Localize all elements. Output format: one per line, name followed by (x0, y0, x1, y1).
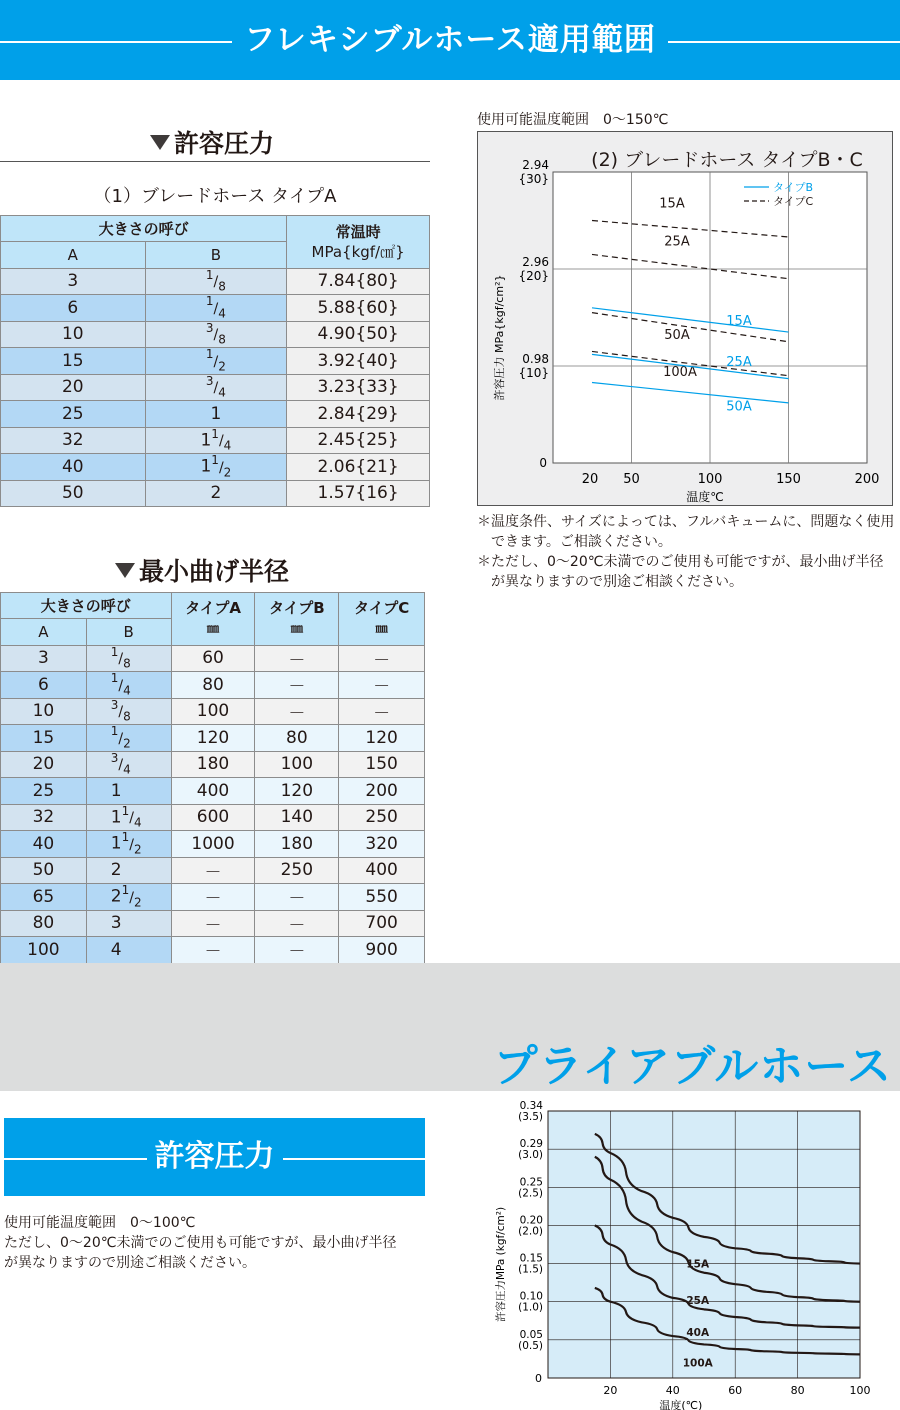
table-row (1, 401, 430, 428)
size-a-cell: 25 (1, 778, 87, 805)
note-line: が異なりますので別途ご相談ください。 (477, 574, 743, 590)
type-a-cell: 180 (171, 751, 255, 778)
series-label: 25A (726, 354, 752, 370)
table-row (1, 751, 425, 778)
type-a-cell: 100 (171, 698, 255, 725)
size-a-cell: 10 (1, 321, 146, 348)
pressure-cell: 1.57{16} (287, 480, 430, 507)
y-tick-label: 0.34 (519, 1100, 543, 1112)
series-label: 15A (686, 1258, 710, 1271)
note-line: ＊温度条件、サイズによっては、フルバキュームに、問題なく使用 (477, 514, 895, 530)
type-c-cell: 120 (339, 725, 425, 752)
size-b-cell: $1^1/_4$ (145, 427, 287, 454)
table-row (1, 725, 425, 752)
size-b-cell: $^1/_4$ (145, 295, 287, 322)
type-a-cell: 60 (171, 645, 255, 672)
pressure-cell: 2.84{29} (287, 401, 430, 428)
type-b-cell: 120 (255, 778, 339, 805)
pressure-cell: 3.92{40} (287, 348, 430, 375)
type-b-cell: － (255, 937, 339, 964)
series-label: 100A (682, 1357, 713, 1370)
col-header-a: A (1, 619, 87, 646)
legend-label-c: タイプC (773, 195, 814, 208)
series-label: 100A (663, 364, 697, 380)
table-row (1, 804, 425, 831)
y-tick-label: {30} (518, 172, 549, 186)
type-c-cell: 320 (339, 831, 425, 858)
type-b-cell: 250 (255, 857, 339, 884)
y-tick-label: (2.5) (518, 1187, 543, 1200)
col-header-size: 大きさの呼び (1, 216, 287, 242)
size-b-cell: $^1/_2$ (145, 348, 287, 375)
x-tick-label: 100 (849, 1384, 871, 1397)
y-tick-label: 0.29 (519, 1138, 543, 1151)
header-band (0, 0, 900, 80)
col-header-b: B (86, 619, 171, 646)
size-a-cell: 40 (1, 454, 146, 481)
type-b-cell: － (255, 672, 339, 699)
size-b-cell: 3 (86, 910, 171, 937)
pressure-cell: 7.84{80} (287, 268, 430, 295)
col-header-type-b: タイプB ㎜ (255, 593, 339, 646)
table-row (1, 884, 425, 911)
col-header-pressure: 常温時 MPa{kgf/㎠} (287, 216, 430, 269)
y-axis-label: 許容圧力MPa (kgf/cm²) (495, 1206, 507, 1323)
bend-radius-table (0, 592, 425, 964)
pressure-table (0, 215, 430, 507)
series-label: 50A (664, 328, 690, 344)
type-a-cell: 1000 (171, 831, 255, 858)
size-a-cell: 6 (1, 672, 87, 699)
x-tick-label: 100 (697, 472, 723, 487)
size-b-cell: $2^1/_2$ (86, 884, 171, 911)
plyable-text-line: ただし、0～20℃未満でのご使用も可能ですが、最小曲げ半径 (4, 1235, 397, 1251)
size-b-cell: $^3/_8$ (145, 321, 287, 348)
table-a-title: （1）ブレードホース タイプA (93, 186, 337, 207)
page-title: フレキシブルホース適用範囲 (0, 0, 900, 80)
triangle-icon (150, 135, 170, 150)
size-a-cell: 32 (1, 427, 146, 454)
size-a-cell: 10 (1, 698, 87, 725)
plyable-text-line: 使用可能温度範囲 0～100℃ (4, 1215, 196, 1231)
type-c-cell: 550 (339, 884, 425, 911)
braided-hose-chart (477, 131, 893, 506)
table-row (1, 672, 425, 699)
y-tick-label: 0.10 (519, 1290, 543, 1303)
y-tick-label: 2.94 (522, 158, 549, 172)
pressure-cell: 5.88{60} (287, 295, 430, 322)
size-b-cell: $1^1/_2$ (145, 454, 287, 481)
y-tick-label: 0.05 (519, 1328, 543, 1341)
note-line: できます。ご相談ください。 (477, 534, 672, 550)
size-a-cell: 20 (1, 374, 146, 401)
type-c-cell: 250 (339, 804, 425, 831)
plyable-title: プライアブルホース (493, 1041, 892, 1092)
size-b-cell: 1 (86, 778, 171, 805)
section-rule (0, 161, 430, 162)
type-c-cell: 150 (339, 751, 425, 778)
y-tick-label: 0.98 (522, 352, 549, 366)
size-b-cell: $^1/_8$ (145, 268, 287, 295)
type-b-cell: 180 (255, 831, 339, 858)
col-header-size: 大きさの呼び (1, 593, 172, 619)
y-tick-label: {10} (518, 366, 549, 380)
y-tick-label: 2.96 (522, 255, 549, 269)
table-row (1, 937, 425, 964)
table-row (1, 427, 430, 454)
table-row (1, 480, 430, 507)
pressure-cell: 2.45{25} (287, 427, 430, 454)
table-row (1, 831, 425, 858)
size-a-cell: 15 (1, 725, 87, 752)
size-b-cell: 4 (86, 937, 171, 964)
pressure-section-title: 許容圧力 (150, 124, 274, 160)
series-label: 25A (686, 1295, 710, 1308)
size-a-cell: 3 (1, 268, 146, 295)
series-label: 15A (726, 314, 752, 330)
type-b-cell: 140 (255, 804, 339, 831)
x-tick-label: 20 (581, 472, 599, 487)
y-tick-label: 0.20 (519, 1214, 543, 1227)
y-tick-label: 0 (535, 1372, 542, 1385)
type-b-cell: － (255, 910, 339, 937)
y-tick-label: (0.5) (518, 1339, 543, 1352)
y-tick-label: (2.0) (518, 1225, 543, 1238)
x-tick-label: 150 (776, 472, 801, 487)
size-b-cell: $^1/_4$ (86, 672, 171, 699)
size-a-cell: 100 (1, 937, 87, 964)
triangle-icon (115, 563, 135, 578)
legend-label-b: タイプB (773, 181, 813, 194)
type-c-cell: 900 (339, 937, 425, 964)
y-tick-label: (1.0) (518, 1301, 543, 1314)
plyable-text (4, 1213, 434, 1273)
table-row (1, 778, 425, 805)
table-row (1, 645, 425, 672)
type-b-cell: － (255, 645, 339, 672)
type-b-cell: 100 (255, 751, 339, 778)
size-b-cell: 1 (145, 401, 287, 428)
y-tick-label: (3.5) (518, 1111, 543, 1123)
table-row (1, 857, 425, 884)
col-header-a: A (1, 242, 146, 269)
x-tick-label: 40 (665, 1384, 680, 1397)
size-b-cell: 2 (86, 857, 171, 884)
size-a-cell: 3 (1, 645, 87, 672)
type-a-cell: － (171, 857, 255, 884)
type-a-cell: － (171, 937, 255, 964)
plyable-hose-chart (490, 1100, 895, 1410)
x-tick-label: 50 (623, 472, 640, 487)
col-header-type-a: タイプA ㎜ (171, 593, 255, 646)
chart-title: (2) ブレードホース タイプB・C (591, 149, 863, 171)
series-label: 15A (659, 196, 685, 212)
table-row (1, 268, 430, 295)
plyable-pressure-box (4, 1118, 425, 1196)
pressure-cell: 3.23{33} (287, 374, 430, 401)
size-a-cell: 40 (1, 831, 87, 858)
x-axis-label: 温度(℃) (659, 1399, 703, 1410)
series-label: 25A (664, 234, 690, 250)
type-c-cell: 400 (339, 857, 425, 884)
temp-range-caption: 使用可能温度範囲 0～150℃ (477, 112, 669, 128)
plyable-text-line: が異なりますので別途ご相談ください。 (4, 1255, 256, 1271)
type-a-cell: 120 (171, 725, 255, 752)
type-c-cell: 200 (339, 778, 425, 805)
series-label: 50A (726, 399, 752, 415)
table-row (1, 295, 430, 322)
type-a-cell: 80 (171, 672, 255, 699)
type-a-cell: 600 (171, 804, 255, 831)
type-a-cell: － (171, 910, 255, 937)
col-header-type-c: タイプC ㎜ (339, 593, 425, 646)
type-c-cell: 700 (339, 910, 425, 937)
size-a-cell: 32 (1, 804, 87, 831)
table-row (1, 698, 425, 725)
x-axis-label: 温度℃ (686, 490, 724, 504)
size-a-cell: 65 (1, 884, 87, 911)
type-b-cell: 80 (255, 725, 339, 752)
pressure-cell: 2.06{21} (287, 454, 430, 481)
size-b-cell: $^1/_2$ (86, 725, 171, 752)
size-b-cell: $1^1/_2$ (86, 831, 171, 858)
y-tick-label: {20} (518, 269, 549, 283)
type-a-cell: － (171, 884, 255, 911)
size-a-cell: 50 (1, 480, 146, 507)
size-a-cell: 50 (1, 857, 87, 884)
y-tick-label: 0 (539, 456, 547, 470)
x-tick-label: 60 (728, 1384, 743, 1397)
size-b-cell: $^1/_8$ (86, 645, 171, 672)
size-a-cell: 6 (1, 295, 146, 322)
size-a-cell: 80 (1, 910, 87, 937)
note-line: ＊ただし、0～20℃未満でのご使用も可能ですが、最小曲げ半径 (477, 554, 884, 570)
type-b-cell: － (255, 884, 339, 911)
series-label: 40A (686, 1327, 710, 1340)
size-b-cell: $^3/_8$ (86, 698, 171, 725)
x-tick-label: 80 (790, 1384, 805, 1397)
pressure-cell: 4.90{50} (287, 321, 430, 348)
table-row (1, 348, 430, 375)
x-tick-label: 200 (854, 472, 880, 487)
size-a-cell: 20 (1, 751, 87, 778)
table-row (1, 321, 430, 348)
type-c-cell: － (339, 672, 425, 699)
y-tick-label: (3.0) (518, 1149, 543, 1162)
table-row (1, 454, 430, 481)
type-c-cell: － (339, 698, 425, 725)
y-tick-label: 0.25 (519, 1176, 543, 1189)
size-b-cell: $1^1/_4$ (86, 804, 171, 831)
bend-section-title: 最小曲げ半径 (115, 552, 289, 588)
size-b-cell: 2 (145, 480, 287, 507)
y-tick-label: (1.5) (518, 1263, 543, 1276)
type-c-cell: － (339, 645, 425, 672)
chart-notes (477, 512, 897, 592)
plyable-pressure-title: 許容圧力 (4, 1118, 425, 1196)
type-a-cell: 400 (171, 778, 255, 805)
type-b-cell: － (255, 698, 339, 725)
size-b-cell: $^3/_4$ (145, 374, 287, 401)
table-row (1, 910, 425, 937)
y-tick-label: 0.15 (519, 1252, 543, 1265)
x-tick-label: 20 (603, 1384, 618, 1397)
col-header-b: B (145, 242, 287, 269)
size-b-cell: $^3/_4$ (86, 751, 171, 778)
size-a-cell: 25 (1, 401, 146, 428)
table-row (1, 374, 430, 401)
y-axis-label: 許容圧力 MPa{kgf/cm²} (493, 274, 506, 401)
size-a-cell: 15 (1, 348, 146, 375)
